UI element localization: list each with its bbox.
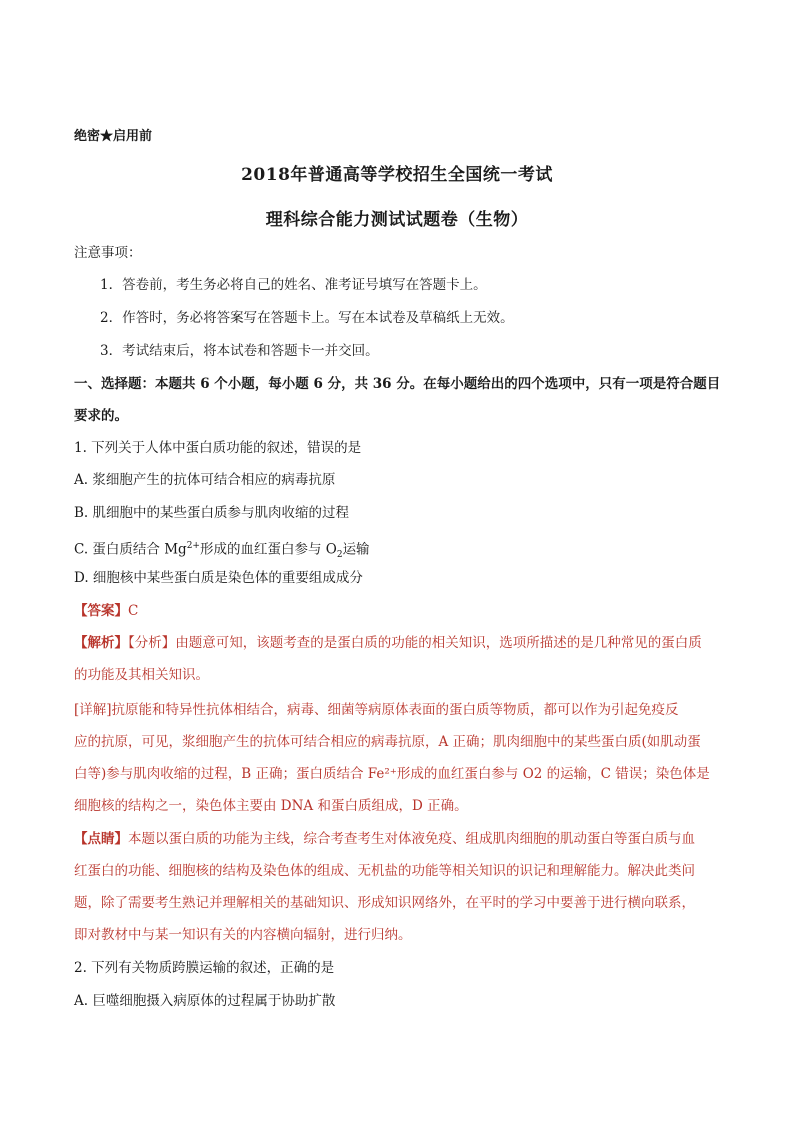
question-1-option-d: D. 细胞核中某些蛋白质是染色体的重要组成成分: [74, 570, 363, 586]
point-line: [74, 830, 695, 848]
point-text-cont: 红蛋白的功能、细胞核的结构及染色体的组成、无机盐的功能等相关知识的识记和理解能力。解决此类问: [74, 863, 695, 879]
analysis-text-cont: 的功能及其相关知识。: [74, 667, 209, 683]
note-item: 3．考试结束后，将本试卷和答题卡一并交回。: [100, 343, 379, 359]
question-2-stem: 2. 下列有关物质跨膜运输的叙述，正确的是: [74, 960, 335, 976]
answer-label: 【答案】: [74, 603, 128, 619]
detail-text: 应的抗原，可见，浆细胞产生的抗体可结合相应的病毒抗原，A 正确；肌肉细胞中的某些蛋白质(如肌动蛋: [74, 734, 701, 750]
analysis-text: 【分析】由题意可知，该题考查的是蛋白质的功能的相关知识，选项所描述的是几种常见的蛋白质: [128, 635, 702, 651]
analysis-label: 【解析】: [74, 635, 128, 651]
section-instruction: 一、选择题：本题共 6 个小题，每小题 6 分，共 36 分。在每小题给出的四个选项中，只有一项是符合题目: [74, 376, 721, 392]
question-2-option-a: A. 巨噬细胞摄入病原体的过程属于协助扩散: [74, 993, 336, 1009]
note-item: 1．答卷前，考生务必将自己的姓名、准考证号填写在答题卡上。: [100, 277, 487, 293]
notes-heading: 注意事项：: [74, 245, 142, 261]
option-c-middle: 形成的血红蛋白参与 O: [199, 541, 337, 558]
question-1-option-b: B. 肌细胞中的某些蛋白质参与肌肉收缩的过程: [74, 505, 350, 521]
detail-text: 白等)参与肌肉收缩的过程，B 正确；蛋白质结合 Fe²⁺形成的血红蛋白参与 O2 的运输，C 错误；染色体是: [74, 766, 710, 782]
answer-line: [74, 602, 138, 620]
option-c-suffix: 运输: [342, 541, 370, 558]
answer-value: C: [128, 603, 139, 619]
question-1-option-c: [74, 537, 370, 564]
point-text-cont: 题，除了需要考生熟记并理解相关的基础知识、形成知识网络外，在平时的学习中要善于进行横向联系，: [74, 895, 695, 911]
detail-text: 细胞核的结构之一，染色体主要由 DNA 和蛋白质组成，D 正确。: [74, 798, 468, 814]
point-text: 本题以蛋白质的功能为主线，综合考查考生对体液免疫、组成肌肉细胞的肌动蛋白等蛋白质与血: [128, 831, 695, 847]
note-item: 2．作答时，务必将答案写在答题卡上。写在本试卷及草稿纸上无效。: [100, 310, 514, 326]
option-c-prefix: C. 蛋白质结合 Mg: [74, 541, 187, 558]
analysis-line: [74, 634, 702, 652]
question-1-stem: 1. 下列关于人体中蛋白质功能的叙述，错误的是: [74, 440, 362, 456]
question-1-option-a: A. 浆细胞产生的抗体可结合相应的病毒抗原: [74, 472, 336, 488]
section-instruction-cont: 要求的。: [74, 408, 128, 424]
top-secret-label: 绝密★启用前: [74, 129, 153, 144]
point-text-cont: 即对教材中与某一知识有关的内容横向辐射，进行归纳。: [74, 927, 412, 943]
option-c-subscript: 2: [336, 550, 343, 561]
exam-subtitle: 理科综合能力测试试题卷（生物）: [265, 210, 529, 230]
option-c-superscript: 2+: [186, 541, 200, 551]
point-label: 【点睛】: [74, 831, 128, 847]
exam-title: 2018年普通高等学校招生全国统一考试: [241, 165, 553, 185]
detail-text: [详解]抗原能和特异性抗体相结合，病毒、细菌等病原体表面的蛋白质等物质，都可以作为引起免疫反: [74, 702, 679, 718]
